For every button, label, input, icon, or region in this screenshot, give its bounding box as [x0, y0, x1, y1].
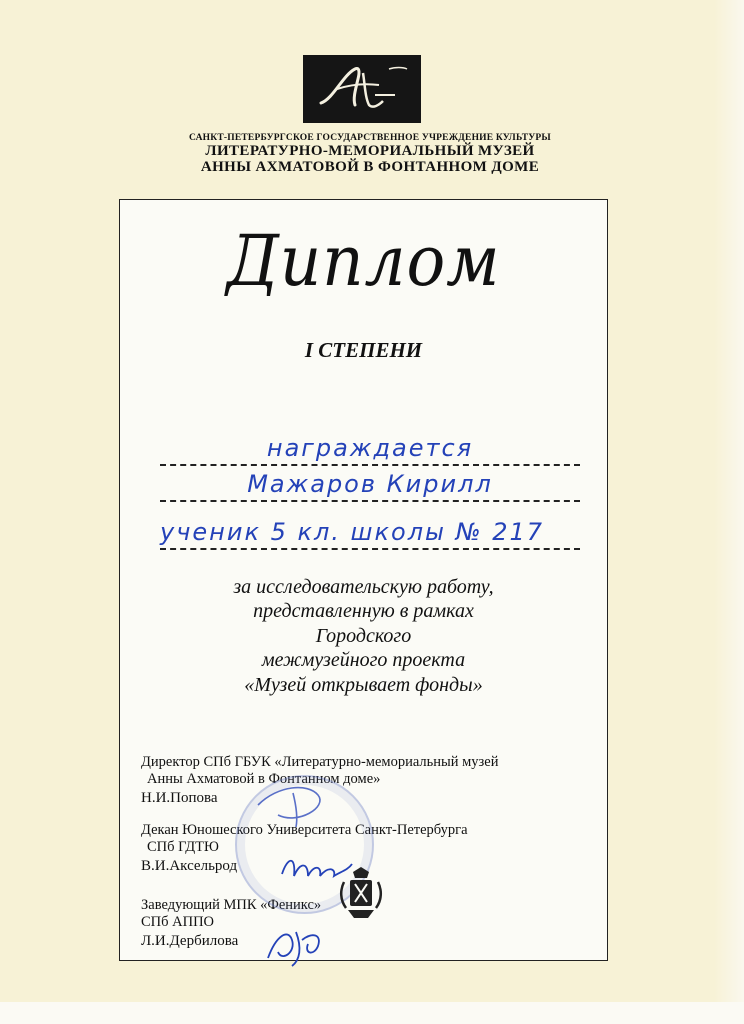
- diploma-title: Диплом: [226, 220, 501, 302]
- recipient-name: Мажаров Кирилл: [247, 470, 493, 498]
- director-title-2: Анны Ахматовой в Фонтанном доме»: [147, 771, 381, 788]
- institution-name: ЛИТЕРАТУРНО-МЕМОРИАЛЬНЫЙ МУЗЕЙ: [205, 142, 535, 159]
- citation-line-5: «Музей открывает фонды»: [244, 673, 483, 696]
- citation-line-2: представленную в рамках: [253, 600, 474, 623]
- director-signature-icon: [238, 775, 358, 835]
- handwritten-line-1: [160, 434, 580, 466]
- diploma-degree: I СТЕПЕНИ: [304, 338, 423, 362]
- citation-line-1: за исследовательскую работу,: [233, 576, 494, 598]
- head-title-2: СПб АППО: [141, 914, 215, 931]
- recipient-school: ученик 5 кл. школы № 217: [160, 518, 545, 546]
- head-signature-icon: [262, 922, 332, 970]
- dean-name: В.И.Аксельрод: [141, 857, 238, 874]
- institution-name-2: АННЫ АХМАТОВОЙ В ФОНТАННОМ ДОМЕ: [200, 158, 540, 175]
- dean-title-2: СПб ГДТЮ: [147, 839, 219, 856]
- citation-line-3: Городского: [315, 624, 412, 647]
- institution-type: САНКТ-ПЕТЕРБУРГСКОЕ ГОСУДАРСТВЕННОЕ УЧРЕЖДЕНИЕ КУЛЬТУРЫ: [189, 133, 551, 143]
- director-name: Н.И.Попова: [141, 789, 218, 806]
- head-title-1: Заведующий МПК «Феникс»: [141, 897, 322, 913]
- handwritten-awarded: награждается: [266, 434, 474, 462]
- director-title-1: Директор СПб ГБУК «Литературно-мемориальный музей: [141, 754, 499, 770]
- citation-line-4: межмузейного проекта: [261, 649, 466, 672]
- scan-bottom-edge: [0, 1002, 744, 1024]
- dean-title-1: Декан Юношеского Университета Санкт-Петербурга: [141, 822, 468, 838]
- dean-signature-icon: [278, 850, 358, 890]
- handwritten-line-2: [160, 470, 580, 502]
- head-name: Л.И.Дербилова: [141, 932, 239, 949]
- handwritten-line-3: [160, 518, 580, 550]
- institution-header: [100, 134, 640, 175]
- logo-monogram-icon: [303, 55, 421, 123]
- museum-logo: [303, 55, 421, 123]
- citation-text: [120, 575, 607, 697]
- page-edge: [714, 0, 744, 1024]
